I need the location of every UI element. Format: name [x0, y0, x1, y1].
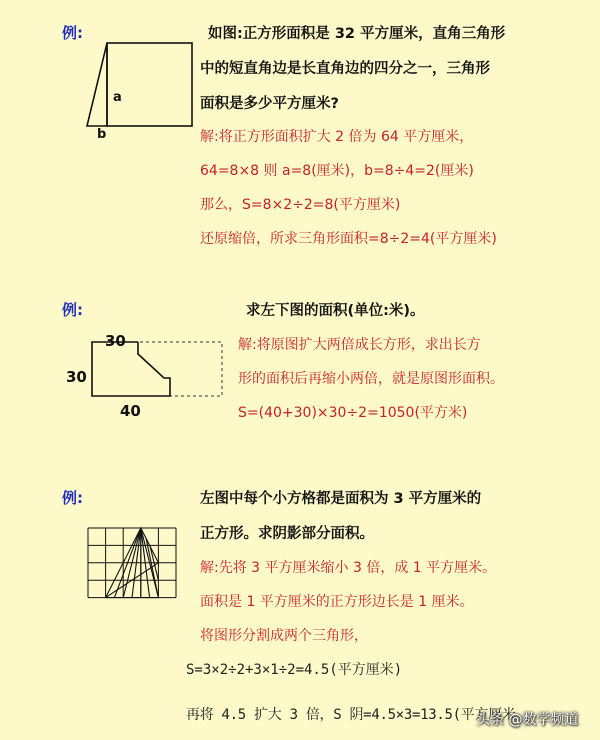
example-3-question-line-2: 正方形。求阴影部分面积。	[200, 526, 374, 542]
example-2-answer-line-1: 解:将原图扩大两倍成长方形，求出长方	[238, 337, 481, 353]
example-1-answer-line-2: 64=8×8 则 a=8(厘米)，b=8÷4=2(厘米)	[200, 163, 474, 179]
dim-left-label: 30	[66, 368, 87, 386]
example-1-question-line-1: 如图:正方形面积是 32 平方厘米，直角三角形	[208, 26, 506, 42]
dim-top-label: 30	[105, 332, 126, 350]
example-1-answer-line-1: 解:将正方形面积扩大 2 倍为 64 平方厘米，	[200, 129, 474, 145]
example-2-question: 求左下图的面积(单位:米)。	[246, 303, 425, 319]
example-1-answer-line-4: 还原缩倍，所求三角形面积=8÷2=4(平方厘米)	[200, 231, 497, 247]
extended-rectangle	[92, 342, 222, 396]
example-3-formula-2: 再将 4.5 扩大 3 倍，S 阴=4.5×3=13.5(平方厘米	[186, 707, 516, 723]
example-3-label: 例:	[62, 489, 83, 507]
example-1-label: 例:	[62, 24, 83, 42]
dim-bottom-label: 40	[120, 402, 141, 420]
square-shape	[107, 43, 192, 126]
grid-figure	[84, 524, 184, 614]
example-3-answer-line-1: 解:先将 3 平方厘米缩小 3 倍，成 1 平方厘米。	[200, 560, 497, 576]
example-1-question-line-2: 中的短直角边是长直角边的四分之一，三角形	[200, 61, 490, 77]
watermark: 头条 @数学频道	[476, 712, 579, 728]
right-triangle-shape	[87, 43, 107, 126]
example-3-question-line-1: 左图中每个小方格都是面积为 3 平方厘米的	[200, 491, 482, 507]
example-2-answer-line-3: S=(40+30)×30÷2=1050(平方米)	[238, 405, 468, 421]
side-b-label: b	[97, 127, 107, 142]
example-2-label: 例:	[62, 301, 83, 319]
example-3-answer-line-3: 将图形分割成两个三角形，	[200, 628, 368, 644]
example-2-answer-line-2: 形的面积后再缩小两倍，就是原图形面积。	[238, 371, 504, 387]
example-3-formula-1: S=3×2÷2+3×1÷2=4.5(平方厘米)	[186, 662, 403, 678]
example-1-question-line-3: 面积是多少平方厘米?	[200, 96, 339, 112]
example-3-answer-line-2: 面积是 1 平方厘米的正方形边长是 1 厘米。	[200, 594, 474, 610]
original-shape	[92, 342, 170, 396]
side-a-label: a	[113, 90, 122, 105]
example-1-answer-line-3: 那么，S=8×2÷2=8(平方厘米)	[200, 197, 401, 213]
